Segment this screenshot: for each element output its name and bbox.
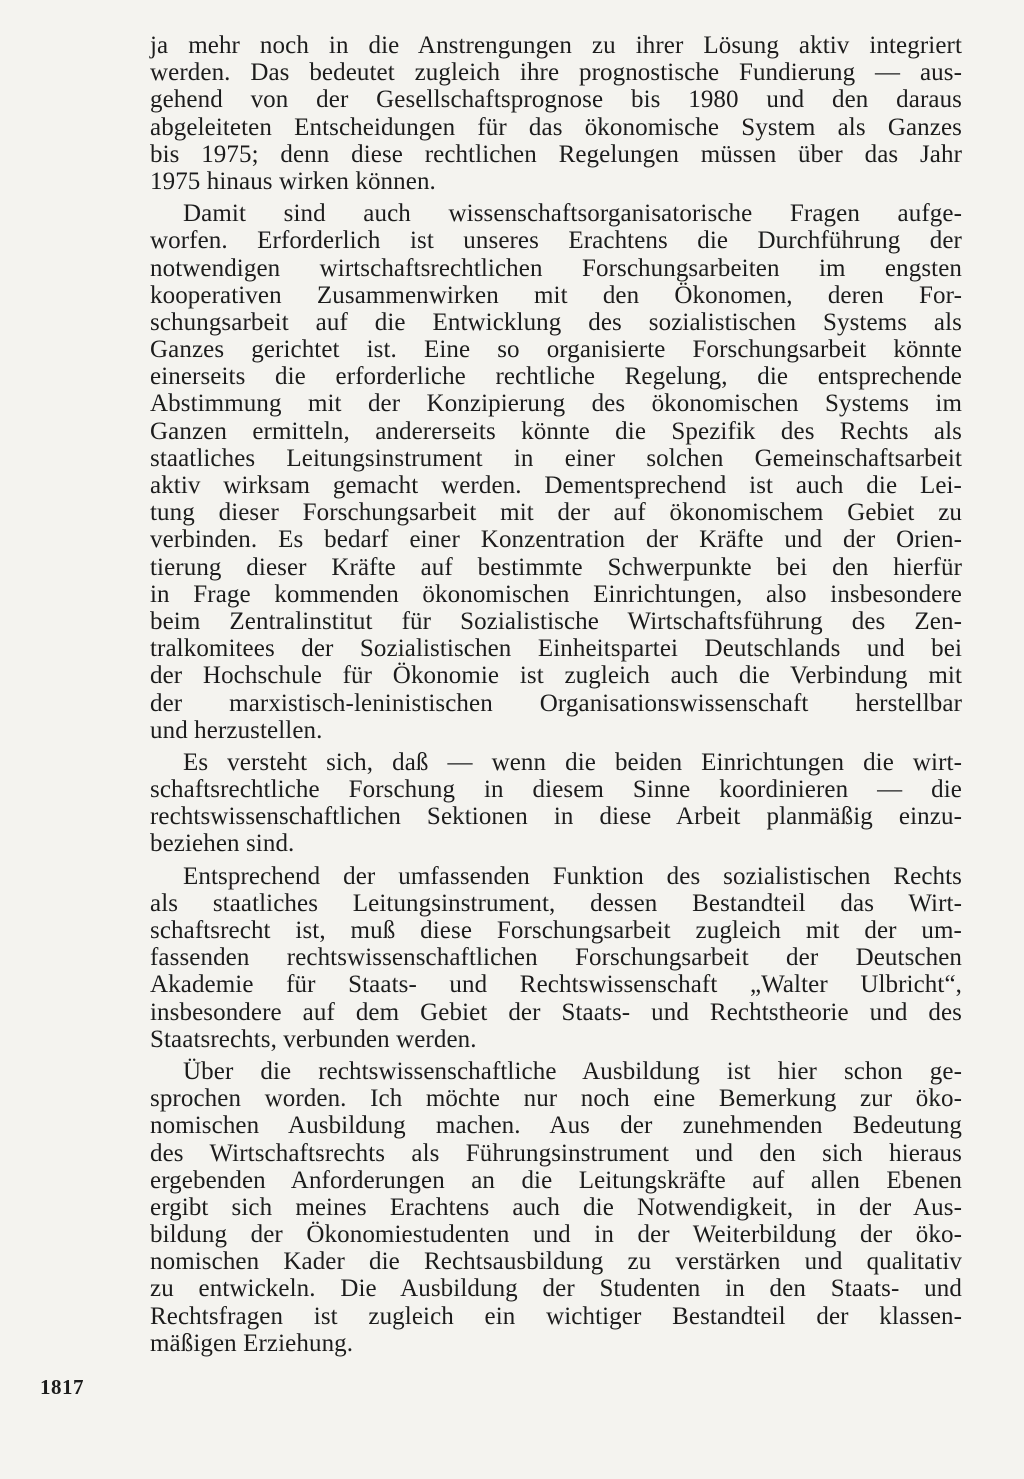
paragraph-1 <box>150 32 962 195</box>
paragraph-2 <box>150 200 962 744</box>
text-line: tung dieser Forschungsarbeit mit der auf ökonomischem Gebiet zu <box>150 499 962 527</box>
text-line: der marxistisch-leninistischen Organisationswissenschaft herstellbar <box>150 689 962 717</box>
text-line: der Hochschule für Ökonomie ist zugleich auch die Verbindung mit <box>150 662 962 690</box>
text-line: worfen. Erforderlich ist unseres Erachtens die Durchführung der <box>150 227 962 255</box>
text-line: Staatsrechts, verbunden werden. <box>150 1025 477 1053</box>
text-line: bis 1975; denn diese rechtlichen Regelungen müssen über das Jahr <box>150 140 962 168</box>
text-line: rechtswissenschaftlichen Sektionen in diese Arbeit planmäßig einzu- <box>150 803 962 831</box>
text-line: fassenden rechtswissenschaftlichen Forschungsarbeit der Deutschen <box>150 944 962 972</box>
page-number: 1817 <box>40 1375 84 1399</box>
text-line: sprochen worden. Ich möchte nur noch eine Bemerkung zur öko- <box>150 1085 962 1113</box>
text-line: Es versteht sich, daß — wenn die beiden Einrichtungen die wirt- <box>183 748 962 776</box>
text-line: staatliches Leitungsinstrument in einer solchen Gemeinschaftsarbeit <box>150 444 962 472</box>
paragraph-4 <box>150 863 962 1053</box>
text-line: Akademie für Staats- und Rechtswissenschaft „Walter Ulbricht“, <box>150 971 962 999</box>
text-line: zu entwickeln. Die Ausbildung der Studenten in den Staats- und <box>150 1275 962 1303</box>
text-line: mäßigen Erziehung. <box>150 1329 354 1357</box>
text-line: gehend von der Gesellschaftsprognose bis 1980 und den daraus <box>150 86 962 114</box>
text-line: verbinden. Es bedarf einer Konzentration der Kräfte und der Orien- <box>150 526 962 554</box>
text-line: Damit sind auch wissenschaftsorganisatorische Fragen aufge- <box>183 200 962 228</box>
paragraph-3 <box>150 749 962 858</box>
text-line: ja mehr noch in die Anstrengungen zu ihrer Lösung aktiv integriert <box>150 32 962 59</box>
text-line: aktiv wirksam gemacht werden. Dementsprechend ist auch die Lei- <box>150 472 962 499</box>
text-line: beim Zentralinstitut für Sozialistische Wirtschaftsführung des Zen- <box>150 607 962 635</box>
text-line: tralkomitees der Sozialistischen Einheitspartei Deutschlands und bei <box>150 635 962 663</box>
text-line: Rechtsfragen ist zugleich ein wichtiger Bestandteil der klassen- <box>150 1302 962 1330</box>
text-line: tierung dieser Kräfte auf bestimmte Schwerpunkte bei den hierfür <box>150 553 962 581</box>
text-line: Ganzen ermitteln, andererseits könnte die Spezifik des Rechts als <box>150 417 962 445</box>
text-line: bildung der Ökonomiestudenten und in der Weiterbildung der öko- <box>150 1221 962 1249</box>
text-line: werden. Das bedeutet zugleich ihre prognostische Fundierung — aus- <box>150 59 962 87</box>
text-line: schaftsrecht ist, muß diese Forschungsarbeit zugleich mit der um- <box>150 917 962 944</box>
text-line: Über die rechtswissenschaftliche Ausbildung ist hier schon ge- <box>183 1057 962 1085</box>
page-body <box>150 32 962 1362</box>
text-line: beziehen sind. <box>150 830 295 858</box>
text-line: 1975 hinaus wirken können. <box>150 167 436 195</box>
text-line: nomischen Kader die Rechtsausbildung zu verstärken und qualitativ <box>150 1248 962 1276</box>
text-line: nomischen Ausbildung machen. Aus der zunehmenden Bedeutung <box>150 1112 962 1140</box>
text-line: in Frage kommenden ökonomischen Einrichtungen, also insbesondere <box>150 580 962 608</box>
text-line: Abstimmung mit der Konzipierung des ökonomischen Systems im <box>150 390 962 418</box>
text-line: abgeleiteten Entscheidungen für das ökonomische System als Ganzes <box>150 113 962 141</box>
text-line: Ganzes gerichtet ist. Eine so organisierte Forschungsarbeit könnte <box>150 336 962 364</box>
paragraph-5 <box>150 1058 962 1357</box>
text-line: ergebenden Anforderungen an die Leitungskräfte auf allen Ebenen <box>150 1166 962 1194</box>
text-line: des Wirtschaftsrechts als Führungsinstrument und den sich hieraus <box>150 1139 962 1167</box>
text-line: einerseits die erforderliche rechtliche Regelung, die entsprechende <box>150 363 962 391</box>
text-line: als staatliches Leitungsinstrument, dessen Bestandteil das Wirt- <box>150 889 962 917</box>
text-line: und herzustellen. <box>150 716 323 744</box>
text-line: schaftsrechtliche Forschung in diesem Sinne koordinieren — die <box>150 776 962 804</box>
text-line: insbesondere auf dem Gebiet der Staats- und Rechtstheorie und des <box>150 998 962 1026</box>
text-line: ergibt sich meines Erachtens auch die Notwendigkeit, in der Aus- <box>150 1193 962 1221</box>
text-line: kooperativen Zusammenwirken mit den Ökonomen, deren For- <box>150 281 962 309</box>
text-line: Entsprechend der umfassenden Funktion des sozialistischen Rechts <box>183 862 962 890</box>
text-line: schungsarbeit auf die Entwicklung des sozialistischen Systems als <box>150 308 962 336</box>
text-line: notwendigen wirtschaftsrechtlichen Forschungsarbeiten im engsten <box>150 254 962 282</box>
